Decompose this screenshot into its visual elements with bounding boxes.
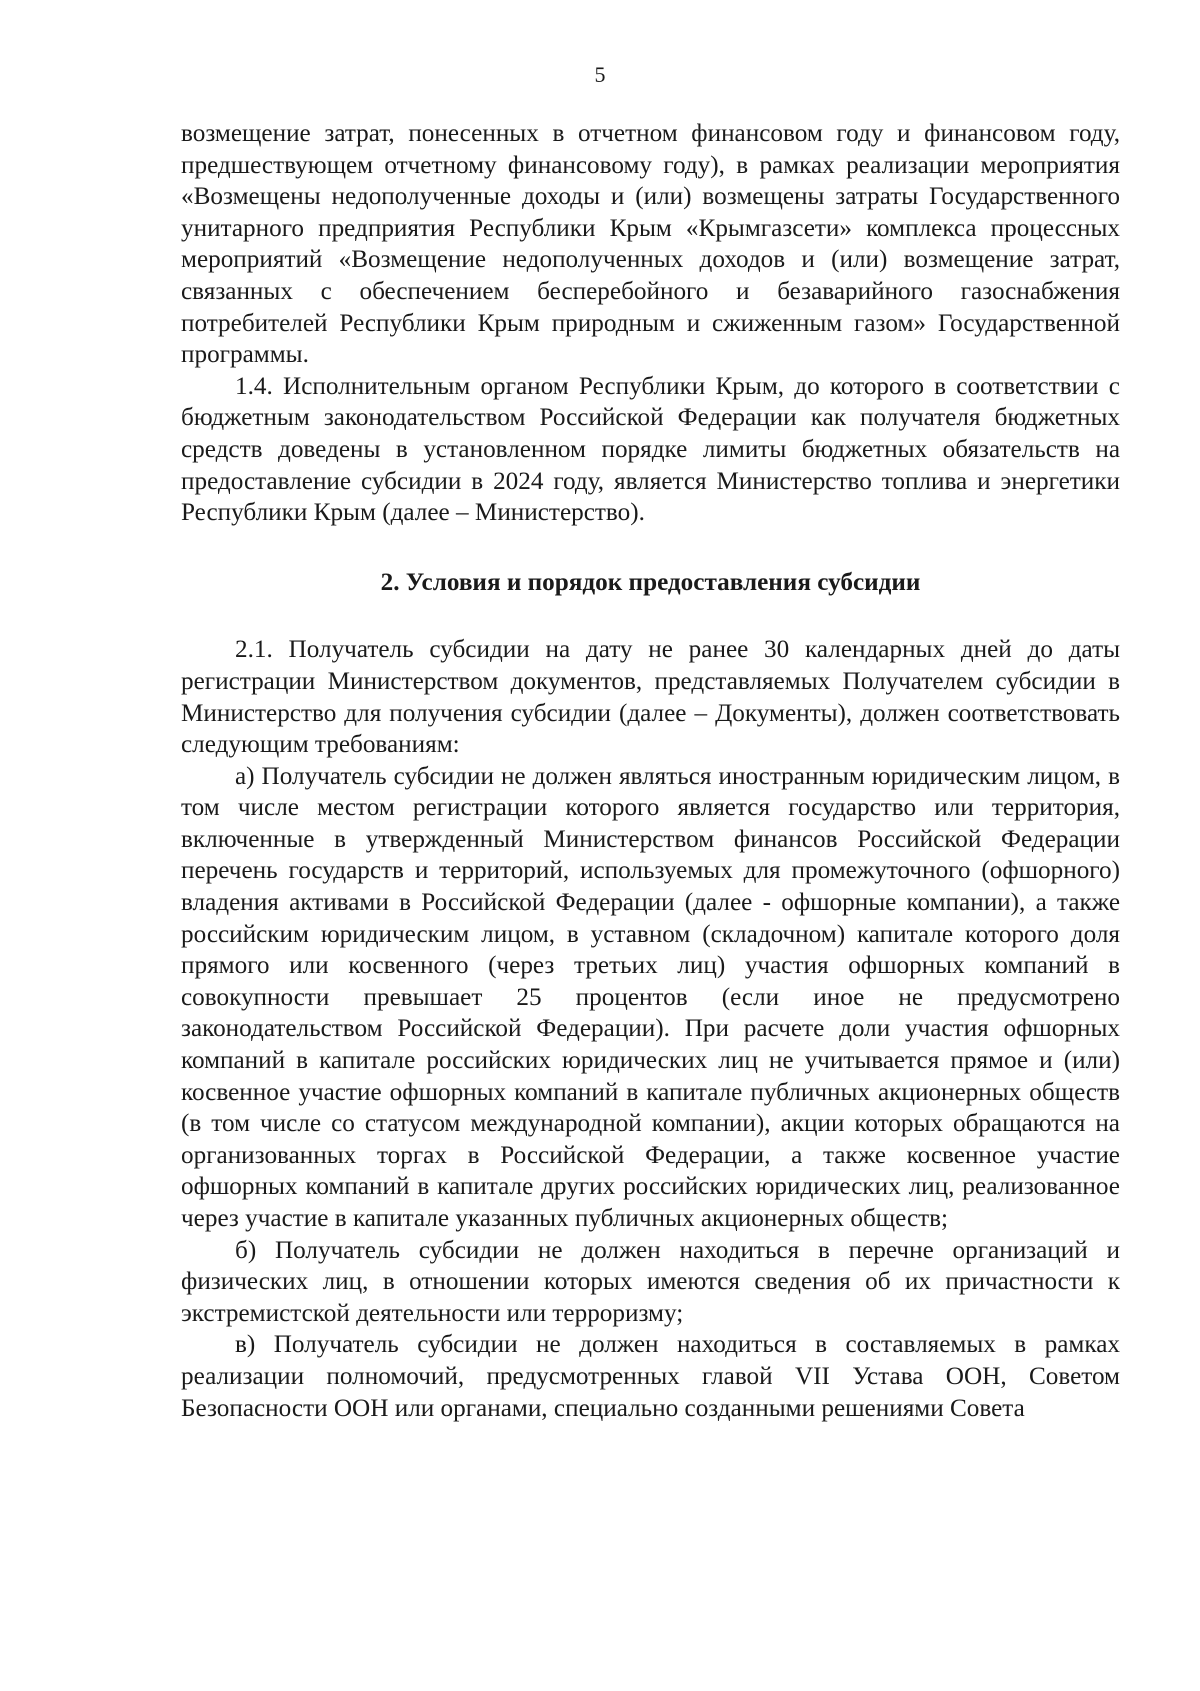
document-body: [181, 118, 1120, 1424]
page-number: 5: [594, 62, 606, 87]
section-title: 2. Условия и порядок предоставления субсидии: [380, 568, 921, 596]
paragraph-1-4: 1.4. Исполнительным органом Республики Крым, до которого в соответствии с бюджетным законодательством Российской Федерации как получателя бюджетных средств доведены в установленном порядке лимиты бюджетных обязательств на предоставление субсидии в 2024 году, является Министерство топлива и энергетики Республики Крым (далее – Министерство).: [181, 372, 1120, 527]
paragraph-continuation: возмещение затрат, понесенных в отчетном финансовом году и финансовом году, предшествующем отчетному финансовому году), в рамках реализации мероприятия «Возмещены недополученные доходы и (или) возмещены затраты Государственного унитарного предприятия Республики Крым «Крымгазсети» комплекса процессных мероприятий «Возмещение недополученных доходов и (или) возмещение затрат, связанных с обеспечением бесперебойного и безаварийного газоснабжения потребителей Республики Крым природным и сжиженным газом» Государственной программы.: [181, 120, 1120, 369]
paragraph-item-a: а) Получатель субсидии не должен являться иностранным юридическим лицом, в том числе местом регистрации которого является государство или территория, включенные в утвержденный Министерством финансов Российской Федерации перечень государств и территорий, используемых для промежуточного (офшорного) владения активами в Российской Федерации (далее - офшорные компании), а также российским юридическим лицом, в уставном (складочном) капитале которого доля прямого или косвенного (через третьих лиц) участия офшорных компаний в совокупности превышает 25 процентов (если иное не предусмотрено законодательством Российской Федерации). При расчете доли участия офшорных компаний в капитале российских юридических лиц не учитывается прямое и (или) косвенное участие офшорных компаний в капитале публичных акционерных обществ (в том числе со статусом международной компании), акции которых обращаются на организованных торгах в Российской Федерации, а также косвенное участие офшорных компаний в капитале других российских юридических лиц, реализованное через участие в капитале указанных публичных акционерных обществ;: [181, 762, 1120, 1232]
paragraph-2-1: 2.1. Получатель субсидии на дату не ранее 30 календарных дней до даты регистрации Министерством документов, представляемых Получателем субсидии в Министерство для получения субсидии (далее – Документы), должен соответствовать следующим требованиям:: [181, 636, 1120, 759]
paragraph-item-b: б) Получатель субсидии не должен находиться в перечне организаций и физических лиц, в отношении которых имеются сведения об их причастности к экстремистской деятельности или терроризму;: [181, 1236, 1120, 1327]
paragraph-item-v: в) Получатель субсидии не должен находиться в составляемых в рамках реализации полномочий, предусмотренных главой VII Устава ООН, Советом Безопасности ООН или органами, специально созданными решениями Совета: [181, 1331, 1120, 1422]
